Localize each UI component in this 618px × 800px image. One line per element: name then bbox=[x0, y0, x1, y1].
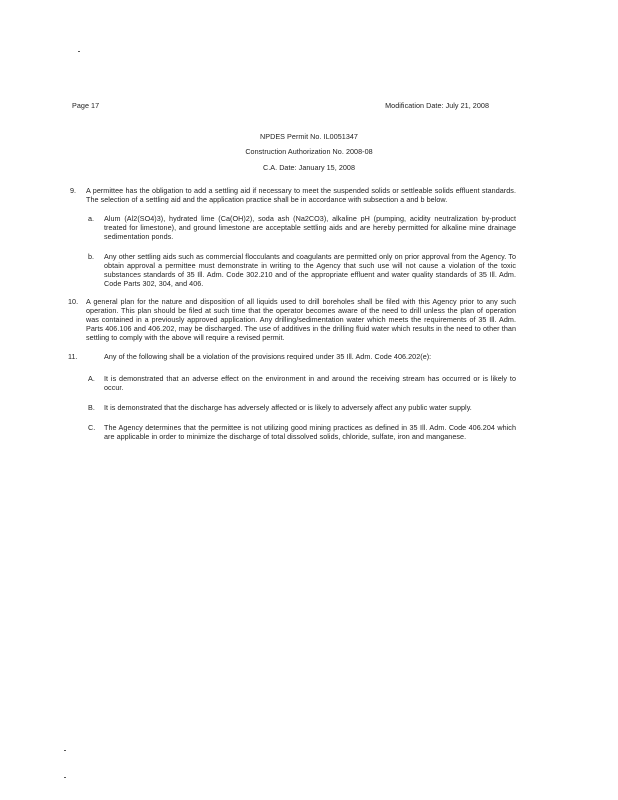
subitem-letter: a. bbox=[88, 214, 95, 223]
subitem-letter: A. bbox=[88, 374, 95, 383]
item-text: Any of the following shall be a violation of the provisions required under 35 Ill. Adm. Code 406.202(e): bbox=[104, 352, 432, 361]
permit-number: NPDES Permit No. IL0051347 bbox=[260, 132, 358, 141]
subitem-letter: B. bbox=[88, 403, 95, 412]
modification-date: Modification Date: July 21, 2008 bbox=[385, 101, 489, 110]
ca-date: C.A. Date: January 15, 2008 bbox=[262, 163, 356, 172]
scan-speck bbox=[78, 51, 80, 52]
scan-speck bbox=[64, 750, 66, 751]
subitem-letter: b. bbox=[88, 252, 95, 261]
subitem-text: The Agency determines that the permittee is not utilizing good mining practices as defined in 35 Ill. Adm. Code 406.204 which are applicable in order to minimize the discharge of total dissolved solids, chloride, sulfate, iron and manganese. bbox=[104, 423, 516, 441]
item-number: 9. bbox=[70, 186, 77, 195]
construction-authorization: Construction Authorization No. 2008-08 bbox=[245, 147, 373, 156]
subitem-text: It is demonstrated that the discharge has adversely affected or is likely to adversely affect any public water supply. bbox=[104, 403, 472, 412]
subitem-letter: C. bbox=[88, 423, 96, 432]
subitem-text: Any other settling aids such as commercial flocculants and coagulants are permitted only on prior approval from the Agency. To obtain approval a permittee must demonstrate in writing to the Agency that such use will not cause a violation of the toxic substances standards of 35 Ill. Adm. Code 302.210 and of the appropriate effluent and water quality standards of 35 Ill. Adm. Code Parts 302, 304, and 406. bbox=[104, 252, 516, 288]
page-number: Page 17 bbox=[72, 101, 100, 110]
subitem-text: Alum (Al2(SO4)3), hydrated lime (Ca(OH)2), soda ash (Na2CO3), alkaline pH (pumping, acidity neutralization by-product treated for limestone), and ground limestone are acceptable settling aids and are hereby permitted for alkaline mine drainage sedimentation ponds. bbox=[104, 214, 516, 241]
item-text: A permittee has the obligation to add a settling aid if necessary to meet the suspended solids or settleable solids effluent standards. The selection of a settling aid and the application practice shall be in accordance with subsection a and b below. bbox=[86, 186, 516, 204]
item-number: 11. bbox=[68, 352, 78, 361]
subitem-text: It is demonstrated that an adverse effect on the environment in and around the receiving stream has occurred or is likely to occur. bbox=[104, 374, 516, 392]
item-text: A general plan for the nature and disposition of all liquids used to drill boreholes shall be filed with this Agency prior to any such operation. This plan should be filed at such time that the operator becomes aware of the need to drill unless the plan of operation was contained in a previously approved application. Any drilling/sedimentation water which meets the requirements of 35 Ill. Adm. Parts 406.106 and 406.202, may be discharged. The use of additives in the drilling fluid water which results in the need to other than settling to comply with the above will require a revised permit. bbox=[86, 297, 516, 342]
item-number: 10. bbox=[68, 297, 79, 306]
scan-speck bbox=[64, 777, 66, 778]
